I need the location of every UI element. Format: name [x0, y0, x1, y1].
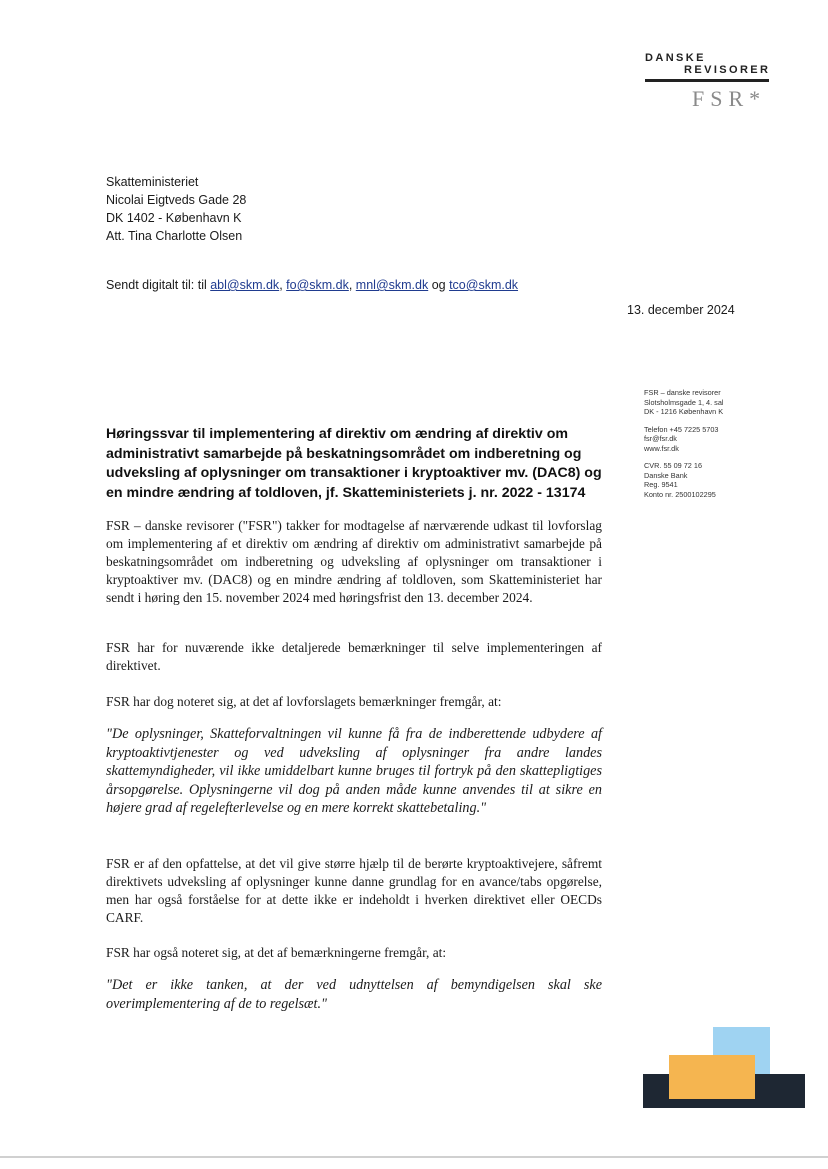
sidebar-line: CVR. 55 09 72 16 — [644, 461, 703, 470]
body-paragraph-intro: FSR – danske revisorer ("FSR") takker for modtagelse af nærværende udkast til lovforslag om implementering af et direktiv om ændring af direktiv om administrativt samarbejde på beskatningsområdet om indberetning og udveksling af oplysninger om transaktioner i kryptoaktiver mv. (DAC8) og en mindre ændring af toldloven, som Skatteministeriet har sendt i høring den 15. november 2024 med høringsfrist den 13. december 2024. — [106, 518, 602, 605]
separator: , — [279, 278, 287, 292]
recipient-line: Skatteministeriet — [106, 175, 199, 189]
body-paragraph-no-remarks: FSR har for nuværende ikke detaljerede bemærkninger til selve implementeringen af direktivet. — [106, 640, 602, 673]
heading-line: en mindre ændring af toldloven, jf. Skatteministeriets j. nr. 2022 - 13174 — [106, 484, 586, 501]
body-paragraph-opinion: FSR er af den opfattelse, at det vil give større hjælp til de berørte kryptoaktivejere, såfremt direktivets udveksling af oplysninger kunne danne grundlag for en avance/tabs opgørelse, men har også forståelse for at dette ikke er indeholdt i hverken direktivet eller OECDs CARF. — [106, 856, 602, 925]
sidebar-line: DK - 1216 København K — [644, 407, 724, 416]
letter-heading — [106, 425, 606, 503]
body-paragraph-noted: FSR har dog noteret sig, at det af lovforslagets bemærkninger fremgår, at: — [106, 694, 502, 709]
logo-text-danske: DANSKE — [645, 52, 706, 64]
body-paragraph-also-noted: FSR har også noteret sig, at det af bemærkningerne fremgår, at: — [106, 945, 447, 960]
quote-block-1: "De oplysninger, Skatteforvaltningen vil kunne få fra de indberettende udbydere af kryptoaktivtjenester og ved udveksling af oplysninger fra andre landes skattemyndigheder, vil ikke umiddelbart kunne bruges til fortryk på den skattepligtiges årsopgørelse. Oplysningerne vil dog på anden måde kunne anvendes til at sikre en højere grad af regelefterlevelse og en mere korrekt skattebetaling." — [106, 726, 602, 816]
separator: og — [428, 278, 450, 292]
quote-block-2: "Det er ikke tanken, at der ved udnyttelsen af bemyndigelsen skal ske overimplementering af de to regelsæt." — [106, 977, 602, 1012]
letter-date: 13. december 2024 — [627, 303, 735, 317]
recipient-line: Nicolai Eigtveds Gade 28 — [106, 193, 247, 207]
sidebar-line: Telefon +45 7225 5703 — [644, 424, 719, 434]
email-link-mnl[interactable]: mnl@skm.dk — [355, 278, 429, 292]
sidebar-line: Konto nr. 2500102295 — [644, 489, 716, 499]
sidebar-line: FSR – danske revisorer — [644, 388, 721, 397]
separator: , — [348, 278, 356, 292]
decorative-orange-block — [669, 1055, 755, 1099]
sender-sidebar — [644, 388, 724, 499]
sidebar-line: Reg. 9541 — [644, 480, 678, 489]
email-link-abl[interactable]: abl@skm.dk — [210, 278, 280, 292]
sidebar-line: www.fsr.dk — [644, 443, 679, 453]
heading-line: Høringssvar til implementering af direktiv om ændring af direktiv om — [106, 426, 568, 442]
fsr-logo-mark: FSR* — [692, 86, 767, 111]
recipient-address — [106, 173, 246, 245]
recipient-line: Att. Tina Charlotte Olsen — [106, 229, 243, 243]
sidebar-line: fsr@fsr.dk — [644, 434, 677, 443]
page-bottom-rule — [0, 1156, 828, 1158]
logo-rule — [645, 79, 769, 82]
recipient-line: DK 1402 - København K — [106, 211, 242, 225]
heading-line: udveksling af oplysninger om transaktioner i kryptoaktiver mv. (DAC8) og — [106, 465, 602, 481]
sidebar-line: Slotsholmsgade 1, 4. sal — [644, 397, 724, 407]
sent-prefix: Sendt digitalt til: til — [106, 278, 211, 292]
sidebar-line: Danske Bank — [644, 470, 688, 480]
logo-text-revisorer: REVISORER — [684, 64, 771, 76]
heading-line: administrativt samarbejde på beskatningsområdet om indberetning og — [106, 445, 582, 462]
sent-digitally-line — [106, 278, 518, 292]
email-link-tco[interactable]: tco@skm.dk — [449, 278, 519, 292]
email-link-fo[interactable]: fo@skm.dk — [286, 278, 349, 292]
